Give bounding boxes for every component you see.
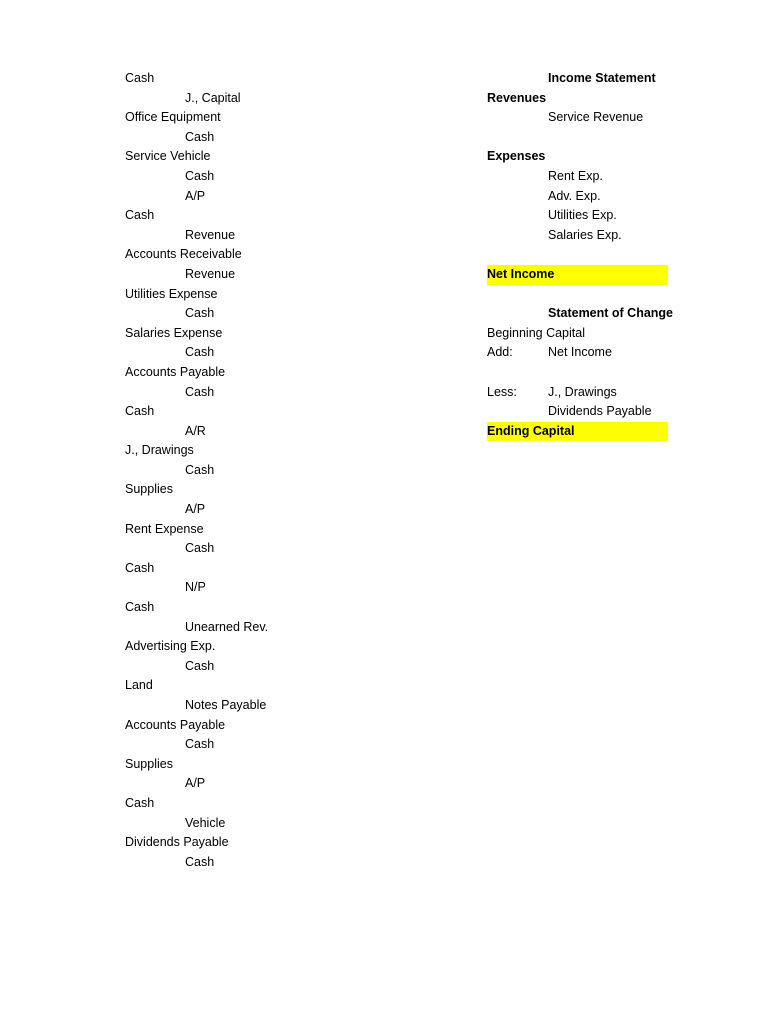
- debit-account: Supplies: [125, 756, 173, 771]
- credit-account: Revenue: [185, 227, 236, 242]
- credit-account: A/P: [185, 188, 206, 203]
- journal-row: [0, 618, 400, 638]
- journal-row: [0, 578, 400, 598]
- journal-row: [0, 167, 400, 187]
- journal-row: [0, 147, 400, 167]
- debit-account: Land: [125, 678, 153, 693]
- credit-account: Cash: [185, 658, 215, 673]
- journal-row: [0, 245, 400, 265]
- expense-item: Utilities Exp.: [548, 208, 617, 223]
- journal-row: [0, 108, 400, 128]
- journal-row: [0, 794, 400, 814]
- debit-account: Cash: [125, 795, 155, 810]
- add-label: Add:: [487, 345, 513, 360]
- credit-account: A/P: [185, 502, 206, 517]
- expenses-label: Expenses: [487, 149, 546, 164]
- income-statement-title: Income Statement: [548, 71, 656, 85]
- credit-account: Revenue: [185, 266, 236, 281]
- journal-entries: [0, 69, 400, 872]
- journal-row: [0, 383, 400, 403]
- debit-account: Salaries Expense: [125, 325, 223, 340]
- journal-row: [0, 461, 400, 481]
- credit-account: J., Capital: [185, 90, 241, 105]
- credit-account: Cash: [185, 854, 215, 869]
- credit-account: Cash: [185, 462, 215, 477]
- debit-account: Utilities Expense: [125, 286, 218, 301]
- journal-row: [0, 637, 400, 657]
- revenue-item: Service Revenue: [548, 110, 644, 125]
- debit-account: Accounts Payable: [125, 364, 226, 379]
- credit-account: Cash: [185, 345, 215, 360]
- journal-row: [0, 539, 400, 559]
- journal-row: [0, 755, 400, 775]
- less-label: Less:: [487, 384, 517, 399]
- journal-row: [0, 833, 400, 853]
- credit-account: Unearned Rev.: [185, 619, 269, 634]
- journal-row: [0, 500, 400, 520]
- journal-row: [0, 774, 400, 794]
- expense-item: Adv. Exp.: [548, 188, 601, 203]
- journal-row: [0, 696, 400, 716]
- journal-row: [0, 480, 400, 500]
- debit-account: Supplies: [125, 482, 173, 497]
- ending-capital-label: Ending Capital: [487, 423, 575, 438]
- journal-row: [0, 69, 400, 89]
- revenues-label: Revenues: [487, 90, 547, 105]
- debit-account: Office Equipment: [125, 110, 221, 125]
- debit-account: Advertising Exp.: [125, 639, 216, 654]
- net-income-label: Net Income: [487, 266, 555, 281]
- journal-row: [0, 343, 400, 363]
- credit-account: Cash: [185, 541, 215, 556]
- net-income-row: [487, 265, 668, 285]
- debit-account: Accounts Receivable: [125, 247, 242, 262]
- debit-account: Cash: [125, 71, 155, 85]
- journal-row: [0, 285, 400, 305]
- journal-row: [0, 128, 400, 148]
- credit-account: A/R: [185, 423, 206, 438]
- credit-account: Cash: [185, 129, 215, 144]
- debit-account: Cash: [125, 560, 155, 575]
- journal-row: [0, 853, 400, 873]
- journal-row: [0, 304, 400, 324]
- debit-account: Accounts Payable: [125, 717, 226, 732]
- debit-account: J., Drawings: [125, 443, 194, 458]
- journal-row: [0, 520, 400, 540]
- journal-row: [0, 716, 400, 736]
- credit-account: Cash: [185, 168, 215, 183]
- debit-account: Cash: [125, 600, 155, 615]
- credit-account: A/P: [185, 776, 206, 791]
- beginning-capital-label: Beginning Capital: [487, 325, 585, 340]
- debit-account: Cash: [125, 404, 155, 419]
- journal-row: [0, 422, 400, 442]
- less-item: Dividends Payable: [548, 404, 652, 419]
- debit-account: Dividends Payable: [125, 835, 229, 850]
- journal-row: [0, 441, 400, 461]
- journal-row: [0, 559, 400, 579]
- journal-row: [0, 735, 400, 755]
- debit-account: Cash: [125, 208, 155, 223]
- less-item: J., Drawings: [548, 384, 617, 399]
- journal-row: [0, 89, 400, 109]
- journal-row: [0, 206, 400, 226]
- debit-account: Service Vehicle: [125, 149, 211, 164]
- ending-capital-row: [487, 422, 668, 442]
- journal-row: [0, 226, 400, 246]
- journal-row: [0, 657, 400, 677]
- journal-row: [0, 324, 400, 344]
- journal-row: [0, 402, 400, 422]
- credit-account: Cash: [185, 384, 215, 399]
- journal-row: [0, 814, 400, 834]
- journal-row: [0, 265, 400, 285]
- journal-row: [0, 363, 400, 383]
- credit-account: N/P: [185, 580, 206, 595]
- statement-of-change-title: Statement of Change: [548, 306, 674, 321]
- journal-row: [0, 676, 400, 696]
- add-item: Net Income: [548, 345, 612, 360]
- financial-statements: [487, 69, 674, 441]
- journal-row: [0, 187, 400, 207]
- journal-row: [0, 598, 400, 618]
- debit-account: Rent Expense: [125, 521, 204, 536]
- credit-account: Cash: [185, 737, 215, 752]
- expense-item: Rent Exp.: [548, 168, 603, 183]
- credit-account: Notes Payable: [185, 698, 267, 712]
- credit-account: Vehicle: [185, 815, 226, 830]
- credit-account: Cash: [185, 306, 215, 321]
- expense-item: Salaries Exp.: [548, 227, 622, 242]
